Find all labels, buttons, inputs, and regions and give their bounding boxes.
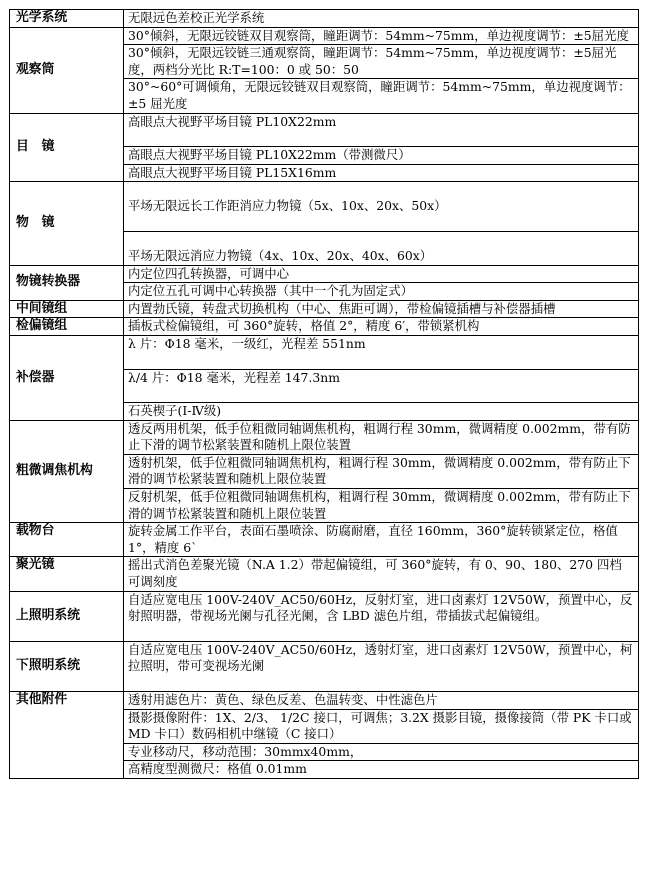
row-label: 光学系统 xyxy=(10,10,124,28)
spec-cell: 插板式检偏镜组，可 360°旋转，格值 2°，精度 6′，带锁紧机构 xyxy=(124,318,639,336)
row-label: 观察筒 xyxy=(10,27,124,113)
row-label: 目 镜 xyxy=(10,113,124,182)
row-label: 物 镜 xyxy=(10,182,124,265)
row-optical-system xyxy=(10,10,639,28)
spec-cell: λ/4 片：Φ18 毫米，光程差 147.3nm xyxy=(124,369,639,403)
row-label: 下照明系统 xyxy=(10,641,124,691)
row-analyzer xyxy=(10,318,639,336)
spec-cell: 自适应宽电压 100V-240V_AC50/60Hz，反射灯室，进口卤素灯 12V50W，预置中心，反射照明器，带视场光阑与孔径光阑，含 LBD 滤色片组，带插拔式起偏镜组。 xyxy=(124,591,639,641)
row-label: 粗微调焦机构 xyxy=(10,420,124,523)
row-label: 检偏镜组 xyxy=(10,318,124,336)
row-label: 上照明系统 xyxy=(10,591,124,641)
spec-cell: 内定位四孔转换器，可调中心 xyxy=(124,265,639,283)
spec-cell: λ 片：Φ18 毫米，一级红，光程差 551nm xyxy=(124,335,639,369)
spec-cell: 反射机架，低手位粗微同轴调焦机构，粗调行程 30mm，微调精度 0.002mm，带有防止下滑的调节松紧装置和随机上限位装置 xyxy=(124,489,639,523)
spec-cell: 旋转金属工作平台，表面石墨喷涂、防腐耐磨，直径 160mm，360°旋转锁紧定位，格值 1°，精度 6` xyxy=(124,523,639,557)
row-other-accessories xyxy=(10,692,639,710)
spec-cell: 平场无限远长工作距消应力物镜（5x、10x、20x、50x） xyxy=(124,182,639,232)
row-label: 中间镜组 xyxy=(10,300,124,318)
row-eyepiece xyxy=(10,113,639,147)
spec-cell: 摇出式消色差聚光镜（N.A 1.2）带起偏镜组，可 360°旋转，有 0、90、180、270 四档可调刻度 xyxy=(124,557,639,591)
row-upper-illumination xyxy=(10,591,639,641)
spec-cell: 自适应宽电压 100V-240V_AC50/60Hz，透射灯室，进口卤素灯 12V50W，预置中心，柯拉照明，带可变视场光阑 xyxy=(124,641,639,691)
row-label: 物镜转换器 xyxy=(10,265,124,300)
spec-cell: 30°倾斜，无限远铰链三通观察筒，瞳距调节：54mm~75mm，单边视度调节：±5屈光度，两档分光比 R:T=100：0 或 50：50 xyxy=(124,45,639,79)
row-label: 其他附件 xyxy=(10,692,124,779)
spec-cell: 石英楔子(Ⅰ-Ⅳ级) xyxy=(124,403,639,421)
row-condenser xyxy=(10,557,639,591)
spec-cell: 高眼点大视野平场目镜 PL10X22mm（带测微尺） xyxy=(124,147,639,165)
row-objective xyxy=(10,182,639,232)
row-label: 聚光镜 xyxy=(10,557,124,591)
spec-cell: 透射机架，低手位粗微同轴调焦机构，粗调行程 30mm，微调精度 0.002mm，带有防止下滑的调节松紧装置和随机上限位装置 xyxy=(124,454,639,488)
spec-cell: 透射用滤色片：黄色、绿色反差、色温转变、中性滤色片 xyxy=(124,692,639,710)
spec-cell: 高精度型测微尺：格值 0.01mm xyxy=(124,761,639,779)
row-focus-mechanism xyxy=(10,420,639,454)
spec-cell: 30°倾斜，无限远铰链双目观察筒，瞳距调节：54mm~75mm，单边视度调节：±5屈光度 xyxy=(124,27,639,45)
spec-cell: 高眼点大视野平场目镜 PL15X16mm xyxy=(124,164,639,182)
row-stage xyxy=(10,523,639,557)
row-viewing-tube xyxy=(10,27,639,45)
spec-cell: 内置勃氏镜，转盘式切换机构（中心、焦距可调），带检偏镜插槽与补偿器插槽 xyxy=(124,300,639,318)
row-label: 载物台 xyxy=(10,523,124,557)
spec-cell: 专业移动尺，移动范围：30mmx40mm， xyxy=(124,743,639,761)
row-lower-illumination xyxy=(10,641,639,691)
spec-cell: 平场无限远消应力物镜（4x、10x、20x、40x、60x） xyxy=(124,231,639,265)
row-intermediate-lens xyxy=(10,300,639,318)
spec-cell: 摄影摄像附件：1X、2/3、 1/2C 接口，可调焦；3.2X 摄影目镜，摄像接筒（带 PK 卡口或 MD 卡口）数码相机中继镜（C 接口） xyxy=(124,709,639,743)
spec-cell: 内定位五孔可调中心转换器（其中一个孔为固定式） xyxy=(124,283,639,301)
row-compensator xyxy=(10,335,639,369)
spec-table xyxy=(9,9,639,779)
spec-cell: 透反两用机架，低手位粗微同轴调焦机构，粗调行程 30mm，微调精度 0.002mm，带有防止下滑的调节松紧装置和随机上限位装置 xyxy=(124,420,639,454)
spec-cell: 30°~60°可调倾角，无限远铰链双目观察筒，瞳距调节：54mm~75mm，单边视度调节：±5 屈光度 xyxy=(124,79,639,113)
row-label: 补偿器 xyxy=(10,335,124,420)
spec-cell: 高眼点大视野平场目镜 PL10X22mm xyxy=(124,113,639,147)
row-nosepiece xyxy=(10,265,639,283)
spec-cell: 无限远色差校正光学系统 xyxy=(124,10,639,28)
